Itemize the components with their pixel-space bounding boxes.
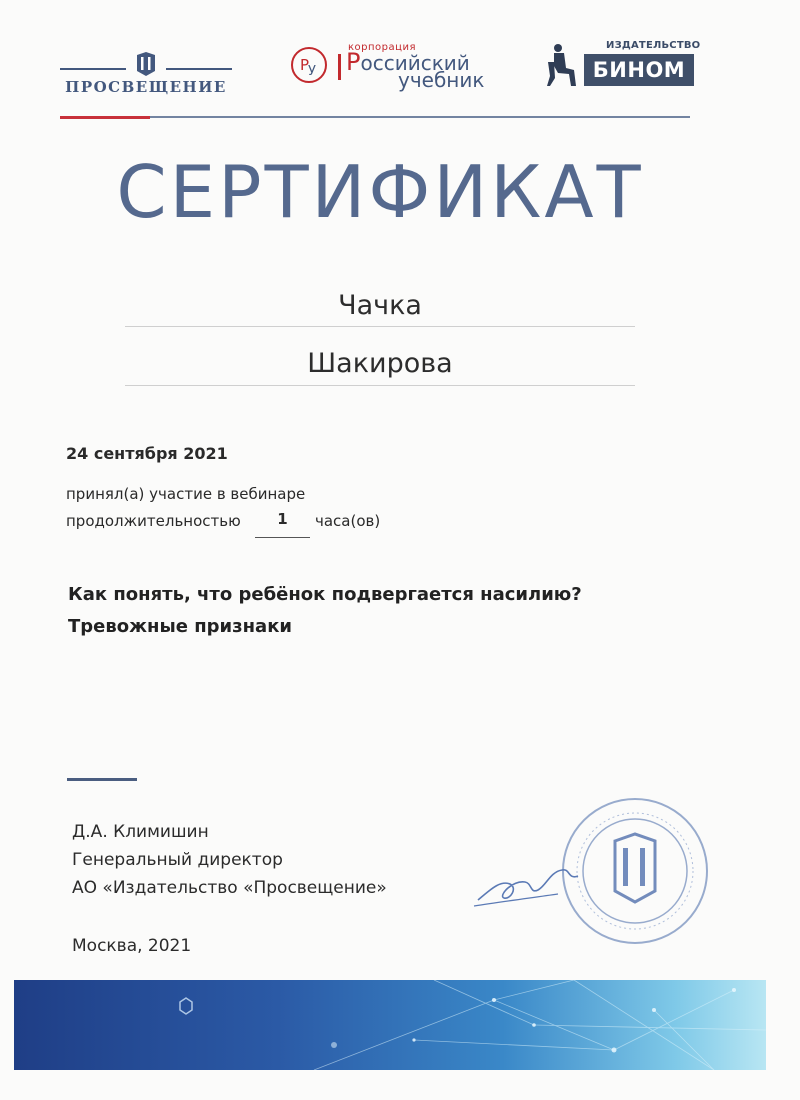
svg-text:У: У (308, 64, 316, 79)
network-pattern-graphic (14, 980, 766, 1070)
signatory-organization: АО «Издательство «Просвещение» (72, 878, 387, 898)
prosveshchenie-emblem-icon (136, 52, 156, 76)
corporation-label: корпорация (348, 42, 416, 53)
logo-line-left (60, 68, 126, 70)
duration-value: 1 (277, 510, 288, 528)
signatory-rule (67, 778, 137, 781)
svg-text:Р: Р (300, 56, 310, 74)
logo-divider (338, 54, 341, 80)
signatory-position: Генеральный директор (72, 850, 283, 870)
webinar-topic-line2: Тревожные признаки (68, 616, 293, 637)
seated-figure-icon (544, 42, 580, 90)
signatory-name: Д.А. Климишин (72, 822, 209, 842)
prosveshchenie-logo (60, 44, 232, 104)
header-rule-blue (150, 116, 690, 118)
logo-line-right (166, 68, 232, 70)
recipient-first-name: Чачка (338, 290, 422, 321)
logo-rus-initial: Р (346, 48, 361, 76)
first-name-underline (125, 326, 635, 327)
russian-textbook-logo (290, 42, 505, 92)
decorative-banner (14, 980, 766, 1070)
certificate-title: СЕРТИФИКАТ (116, 150, 644, 234)
city-year: Москва, 2021 (72, 936, 192, 956)
webinar-topic-line1: Как понять, что ребёнок подвергается насилию? (68, 584, 582, 605)
event-date: 24 сентября 2021 (66, 444, 228, 463)
handwritten-signature (470, 850, 590, 920)
header-rule-red (60, 116, 150, 119)
participation-text: принял(а) участие в вебинаре (66, 485, 306, 503)
binom-publisher-label: ИЗДАТЕЛЬСТВО (606, 40, 701, 51)
prosveshchenie-logo-text: ПРОСВЕЩЕНИЕ (65, 78, 227, 96)
duration-underline (255, 537, 310, 538)
logo-rus-rest: оссийский (360, 51, 470, 75)
ru-circle-icon (290, 46, 328, 84)
duration-unit: часа(ов) (315, 512, 381, 530)
binom-logo (544, 40, 701, 90)
last-name-underline (125, 385, 635, 386)
recipient-last-name: Шакирова (307, 348, 453, 379)
duration-prefix: продолжительностью (66, 512, 241, 530)
logo-rus-line2: учебник (398, 68, 485, 92)
binom-name: БИНОМ (584, 54, 694, 86)
